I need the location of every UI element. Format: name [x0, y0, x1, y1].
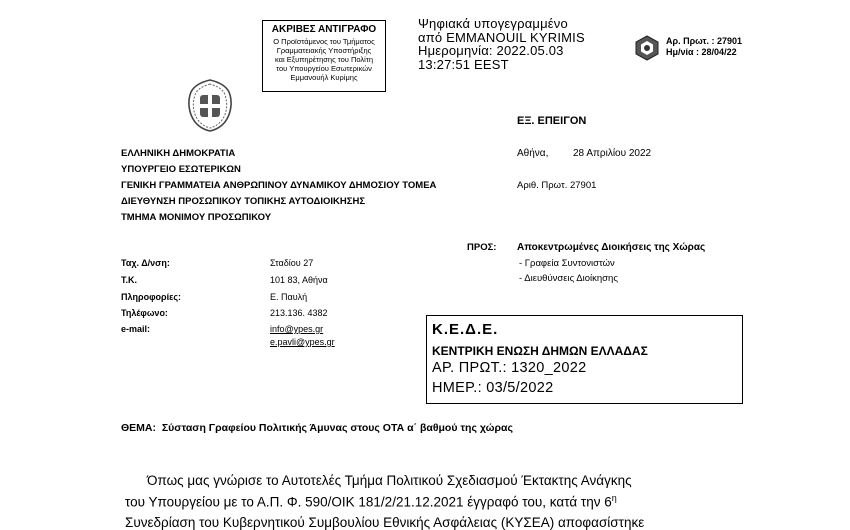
header-line: ΥΠΟΥΡΓΕΙΟ ΕΣΩΤΕΡΙΚΩΝ — [121, 164, 241, 175]
body-line — [125, 493, 617, 510]
protocol-stamp-number: Αρ. Πρωτ. : 27901 — [666, 36, 743, 46]
kede-received-stamp — [426, 315, 743, 404]
subject-line — [121, 422, 513, 434]
recipient-item: - Γραφεία Συντονιστών — [519, 258, 615, 269]
protocol-stamp — [666, 36, 742, 58]
body-line-text: του Υπουργείου με το Α.Π. Φ. 590/ΟΙΚ 181/2/21.12.2021 έγγραφό του, κατά την 6 — [125, 494, 612, 510]
place: Αθήνα, — [517, 148, 549, 159]
recipients-label: ΠΡΟΣ: — [467, 242, 497, 253]
phone-label: Τηλέφωνο: — [121, 308, 168, 318]
header-line: ΕΛΛΗΝΙΚΗ ΔΗΜΟΚΡΑΤΙΑ — [121, 148, 236, 159]
certified-copy-line: του Υπουργείου Εσωτερικών — [276, 64, 372, 73]
postcode-label: Τ.Κ. — [121, 275, 138, 285]
body-line: Συνεδρίαση του Κυβερνητικού Συμβουλίου Εθνικής Ασφάλειας (ΚΥΣΕΑ) αποφασίστηκε — [125, 515, 645, 530]
phone-value: 213.136. 4382 — [270, 308, 328, 318]
email-link-info[interactable]: info@ypes.gr — [270, 324, 324, 334]
header-line: ΔΙΕΥΘΥΝΣΗ ΠΡΟΣΩΠΙΚΟΥ ΤΟΠΙΚΗΣ ΑΥΤΟΔΙΟΙΚΗΣΗΣ — [121, 196, 366, 207]
subject-label: ΘΕΜΑ: — [121, 422, 156, 434]
signature-line: από EMMANOUIL KYRIMIS — [418, 29, 585, 45]
header-line: ΤΜΗΜΑ ΜΟΝΙΜΟΥ ΠΡΟΣΩΠΙΚΟΥ — [121, 212, 272, 223]
greek-coat-of-arms-icon — [183, 78, 237, 132]
urgency-label: ΕΞ. ΕΠΕΙΓΟΝ — [517, 115, 587, 127]
protocol-number: Αριθ. Πρωτ. 27901 — [517, 180, 597, 191]
certified-copy-box — [262, 20, 386, 92]
body-line-superscript: η — [611, 493, 617, 503]
signature-line: 13:27:51 EEST — [418, 56, 509, 72]
recipients-main: Αποκεντρωμένες Διοικήσεις της Χώρας — [517, 242, 706, 253]
signature-line: Ημερομηνία: 2022.05.03 — [418, 43, 564, 58]
certified-copy-line: Γραμματειακής Υποστήριξης — [276, 46, 372, 55]
address-value: Σταδίου 27 — [270, 258, 314, 268]
email-label: e-mail: — [121, 324, 151, 334]
info-value: Ε. Παυλή — [270, 292, 308, 302]
header-line: ΓΕΝΙΚΗ ΓΡΑΜΜΑΤΕΙΑ ΑΝΘΡΩΠΙΝΟΥ ΔΥΝΑΜΙΚΟΥ ΔΗΜΟΣΙΟΥ ΤΟΜΕΑ — [121, 180, 437, 191]
digital-signature — [418, 17, 585, 71]
info-label: Πληροφορίες: — [121, 292, 182, 302]
certified-copy-title: ΑΚΡΙΒΕΣ ΑΝΤΙΓΡΑΦΟ — [271, 24, 377, 35]
kede-stamp-date: ΗΜΕΡ.: 03/5/2022 — [432, 380, 554, 396]
email-link-personal[interactable]: e.pavli@ypes.gr — [270, 337, 335, 347]
body-line: Όπως μας γνώρισε το Αυτοτελές Τμήμα Πολιτικού Σχεδιασμού Έκτακτης Ανάγκης — [147, 473, 632, 488]
document-date: 28 Απριλίου 2022 — [573, 148, 652, 159]
certified-copy-line: Εμμανουήλ Κυρίμης — [290, 73, 358, 82]
postcode-value: 101 83, Αθήνα — [270, 275, 328, 285]
protocol-stamp-logo-icon — [634, 35, 660, 61]
recipient-item: - Διευθύνσεις Διοίκησης — [519, 273, 618, 284]
kede-stamp-protocol: ΑΡ. ΠΡΩΤ.: 1320_2022 — [432, 360, 587, 376]
kede-stamp-title: Κ.Ε.Δ.Ε. — [432, 321, 499, 338]
subject-text: Σύσταση Γραφείου Πολιτικής Άμυνας στους ΟΤΑ α΄ βαθμού της χώρας — [161, 422, 513, 434]
certified-copy-line: και Εξυπηρέτησης του Πολίτη — [274, 55, 373, 64]
certified-copy-line: Ο Προϊστάμενος του Τμήματος — [273, 37, 375, 46]
protocol-stamp-date: Ημ/νία : 28/04/22 — [666, 47, 737, 57]
address-label: Ταχ. Δ/νση: — [121, 258, 170, 268]
signature-line: Ψηφιακά υπογεγραμμένο — [418, 16, 568, 31]
kede-stamp-org: ΚΕΝΤΡΙΚΗ ΕΝΩΣΗ ΔΗΜΩΝ ΕΛΛΑΔΑΣ — [432, 344, 648, 358]
